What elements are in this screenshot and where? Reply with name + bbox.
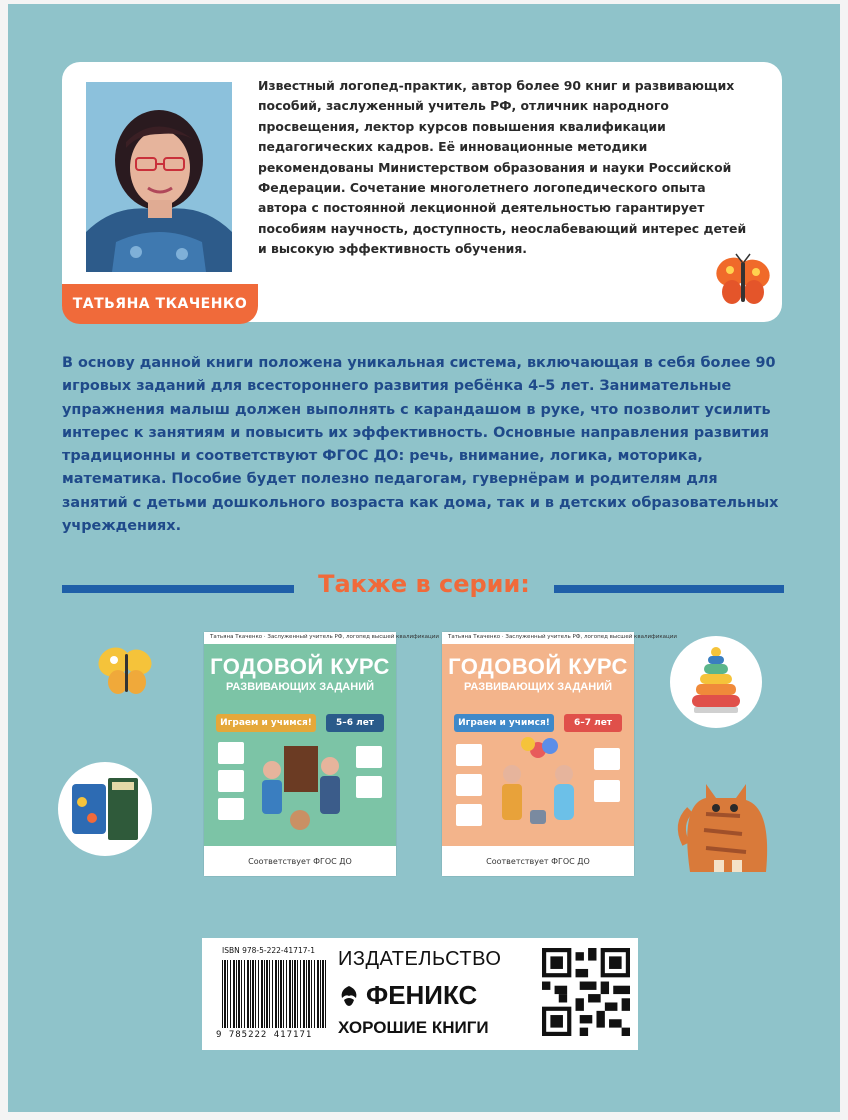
- publisher-label: ИЗДАТЕЛЬСТВО: [338, 948, 502, 970]
- author-card: [62, 62, 782, 322]
- qr-code-icon: [542, 948, 630, 1036]
- author-bio: Известный логопед-практик, автор более 90 книг и развивающих пособий, заслуженный учитель РФ, отличник народного просвещения, лектор курсов повышения квалификации педагогических кадров. Её инновационные методики рекомендованы Министерством образования и науки Российской Федерации. Сочетание многолетнего логопедического опыта автора с постоянной лекционной деятельностью гарантирует пособиям научность, доступность, неослабевающий интерес детей и высокую эффективность обучения.: [258, 78, 747, 257]
- series-book-5-6: [204, 632, 439, 876]
- barcode: [222, 960, 328, 1028]
- book-tagline: Играем и учимся!: [216, 714, 316, 732]
- butterfly-icon: [712, 252, 774, 312]
- book-title-line1: ГОДОВОЙ КУРС: [210, 654, 390, 679]
- author-name-badge: ТАТЬЯНА ТКАЧЕНКО: [62, 284, 258, 324]
- book-author-strip: Татьяна Ткаченко · Заслуженный учитель РФ, логопед высшей квалификации: [204, 632, 396, 644]
- series-rule-left: [62, 585, 294, 593]
- book-footer: Соответствует ФГОС ДО: [204, 846, 396, 876]
- book-footer: Соответствует ФГОС ДО: [442, 846, 634, 876]
- cup-book-badge: [58, 762, 152, 856]
- publisher-name: [338, 980, 538, 1011]
- book-author-strip: Татьяна Ткаченко · Заслуженный учитель РФ, логопед высшей квалификации: [442, 632, 634, 644]
- book-title: [204, 656, 396, 693]
- series-rule-right: [554, 585, 784, 593]
- book-tagline: Играем и учимся!: [454, 714, 554, 732]
- barcode-digits: 9 785222 417171: [216, 1030, 313, 1040]
- yellow-butterfly-icon: [94, 640, 158, 702]
- series-book-6-7: [442, 632, 677, 876]
- book-age: 6–7 лет: [564, 714, 622, 732]
- cat-icon: [676, 764, 780, 876]
- phoenix-logo-icon: [338, 984, 360, 1008]
- isbn-label: ISBN 978-5-222-41717-1: [222, 946, 315, 955]
- book-illustration: [214, 736, 386, 844]
- book-title: [442, 656, 634, 693]
- book-description: В основу данной книги положена уникальная система, включающая в себя более 90 игровых заданий для всестороннего развития ребёнка 4–5 лет. Занимательные упражнения малыш должен выполнять с карандашом в руке, что позволит усилить интерес к занятиям и повысить их эффективность. Основные направления развития традиционны и соответствуют ФГОС ДО: речь, внимание, логика, моторика, математика. Пособие будет полезно педагогам, гувернёрам и родителям для занятий с детьми дошкольного возраста как дома, так и в детских образовательных учреждениях.: [62, 355, 779, 535]
- author-photo: [86, 82, 232, 272]
- publisher-name-text: ФЕНИКС: [366, 980, 478, 1010]
- book-title-line2: РАЗВИВАЮЩИХ ЗАДАНИЙ: [225, 681, 375, 693]
- book-title-line2: РАЗВИВАЮЩИХ ЗАДАНИЙ: [463, 681, 613, 693]
- publisher-slogan: ХОРОШИЕ КНИГИ: [338, 1018, 489, 1037]
- pyramid-toy-badge: [670, 636, 762, 728]
- series-title: Также в серии:: [318, 570, 530, 598]
- book-illustration: [452, 736, 624, 844]
- book-age: 5–6 лет: [326, 714, 384, 732]
- book-title-line1: ГОДОВОЙ КУРС: [448, 654, 628, 679]
- publisher-block: [202, 938, 638, 1050]
